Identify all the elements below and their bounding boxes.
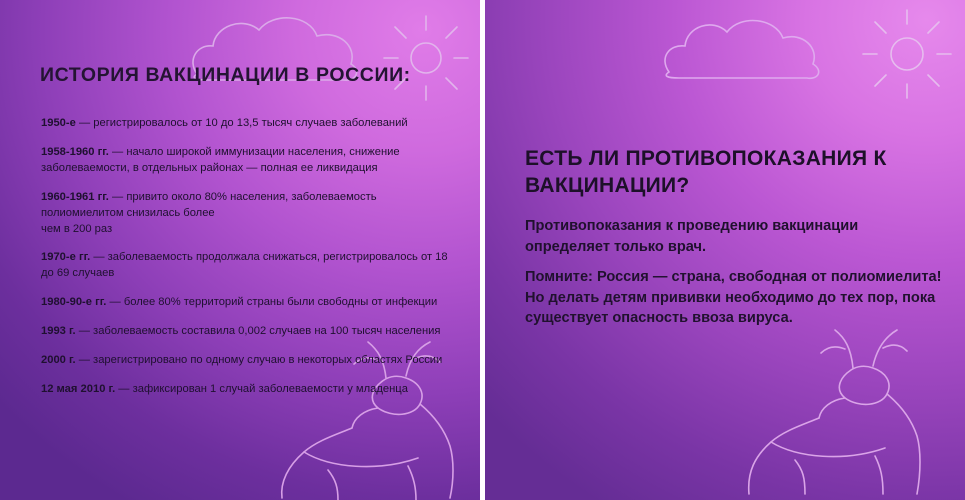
list-item-text: — начало широкой иммунизации населения, снижение заболеваемости, в отдельных районах — полная ее ликвидация [41, 145, 400, 174]
list-item-term: 12 мая 2010 г. [41, 382, 116, 395]
list-item-term: 1980-90-е гг. [41, 296, 107, 309]
list-item-term: 1993 г. [41, 325, 76, 338]
list-item-term: 1950-е [41, 117, 76, 129]
list-item-term: 2000 г. [41, 354, 76, 367]
body-text: Помните: Россия — страна, свободная от полиомиелита! Но делать детям прививки необходимо до тех пор, пока существует опасность ввоза вируса. [525, 269, 942, 327]
list-item-text: — зафиксирован 1 случай заболеваемости у младенца [115, 382, 408, 395]
list-item [41, 353, 449, 369]
list-item [41, 324, 449, 340]
list-item-text-cont: чем в 200 раз [41, 222, 113, 235]
page-title: ИСТОРИЯ ВАКЦИНАЦИИ В РОССИИ: [40, 64, 411, 86]
slide-contraindications [485, 0, 965, 500]
list-item-term: 1970-е гг. [41, 251, 91, 264]
list-item-term: 1958-1960 гг. [41, 145, 109, 158]
list-item [41, 116, 449, 132]
cloud-icon [655, 10, 835, 85]
history-list [41, 116, 449, 411]
list-item [41, 250, 449, 282]
list-item-text: — заболеваемость составила 0,002 случаев на 100 тысяч населения [75, 325, 441, 338]
list-item-text: — более 80% территорий страны были свободны от инфекции [106, 296, 438, 309]
list-item-text: — регистрировалось от 10 до 13,5 тысяч случаев заболеваний [75, 117, 408, 129]
deer-icon [733, 318, 948, 500]
list-item-text: — привито около 80% населения, заболеваемость полиомиелитом снизилась более [41, 190, 377, 219]
sun-icon [845, 2, 963, 112]
slide-history [0, 0, 480, 500]
list-item [41, 190, 449, 238]
list-item [41, 145, 449, 177]
list-item-text: — зарегистрировано по одному случаю в некоторых областях России [75, 354, 443, 367]
list-item-term: 1960-1961 гг. [41, 190, 109, 203]
list-item-text: — заболеваемость продолжала снижаться, регистрировалось от 18 до 69 случаев [41, 251, 448, 280]
list-item [41, 295, 449, 311]
list-item [41, 382, 449, 398]
subtitle-text: Противопоказания к проведению вакцинации определяет только врач. [525, 218, 859, 255]
page-title: ЕСТЬ ЛИ ПРОТИВОПОКАЗАНИЯ К ВАКЦИНАЦИИ? [525, 147, 887, 197]
sun-icon [370, 6, 480, 111]
